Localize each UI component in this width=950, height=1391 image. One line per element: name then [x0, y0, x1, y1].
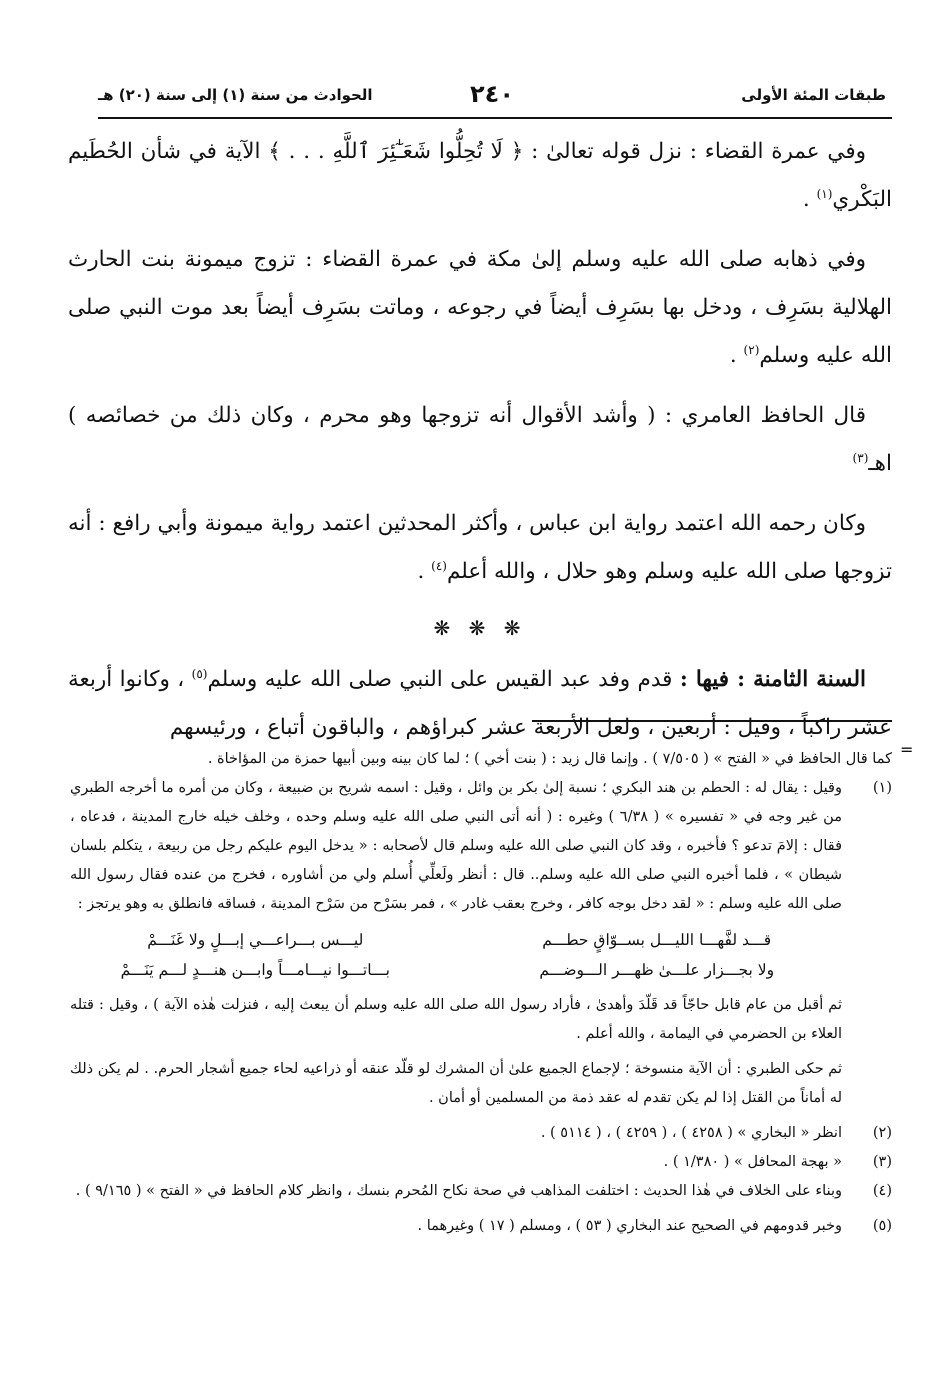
poem-verse [70, 955, 842, 985]
footnote-3-text: « بهجة المحافل » ( ١/٣٨٠ ) . [663, 1154, 842, 1170]
paragraph-ibn-abbas: وكان رحمه الله اعتمد رواية ابن عباس ، وأكثر المحدثين اعتمد رواية ميمونة وأبي رافع : أنه تزوجها صلى الله عليه وسلم وهو حلال ، والله أعلم$^{(٤)}$ . [68, 511, 892, 584]
footnote-number: (٢) [872, 1125, 892, 1141]
continuation-mark: = [900, 740, 914, 759]
paragraph-hafiz-amiri: قال الحافظ العامري : ( وأشد الأقوال أنه تزوجها وهو محرم ، وكان ذلك من خصائصه ) اهـ$^{(٣)}$ [68, 403, 892, 476]
section-separator: ❋ ❋ ❋ [433, 616, 527, 640]
poem-hemistich: ليـــس بـــراعـــي إبـــلٍ ولا غَنَـــمْ [147, 931, 364, 949]
footnote-number: (٥) [872, 1218, 892, 1234]
footnote-5-text: وخبر قدومهم في الصحيح عند البخاري ( ٥٣ ) ، ومسلم ( ١٧ ) وغيرهما . [417, 1218, 842, 1234]
footnote-number: (٤) [872, 1183, 892, 1199]
footnote-2-text: انظر « البخاري » ( ٤٢٥٨ ) ، ( ٤٢٥٩ ) ، ( ٥١١٤ ) . [540, 1125, 842, 1141]
footnote-1-continued: ثم أقبل من عام قابل حاجّاً قد قَلّدَ وأهدىٰ ، فأراد رسول الله صلى الله عليه وسلم أن يبعث إليه ، فنزلت هٰذه الآية ) ، وقيل : قتله العلاء بن الحضرمي في اليمامة ، والله أعلم . [70, 997, 842, 1042]
footnote-2 [70, 1119, 892, 1148]
footnote-number: (٣) [872, 1154, 892, 1170]
footnote-4 [70, 1177, 892, 1206]
page-number: ٢٤٠ [470, 80, 514, 108]
footnote-divider [532, 720, 892, 722]
footnote-4-text: وبناء على الخلاف في هٰذا الحديث : اختلفت المذاهب في صحة نكاح المُحرم بنسك ، وانظر كلام الحافظ في « الفتح » ( ٩/١٦٥ ) . [75, 1183, 842, 1199]
paragraph-maymuna-marriage: وفي ذهابه صلى الله عليه وسلم إلىٰ مكة في عمرة القضاء : تزوج ميمونة بنت الحارث الهلالية بسَرِف ، ودخل بها بسَرِف أيضاً في رجوعه ، وماتت بسَرِف أيضاً بعد موت النبي صلى الله عليه وسلم$^{(٢)}$ . [68, 247, 892, 368]
chapter-title: الحوادث من سنة (١) إلى سنة (٢٠) هـ [98, 86, 373, 104]
footnote-5 [70, 1212, 892, 1241]
footnote-1-text: وقيل : يقال له : الحطم بن هند البكري ؛ نسبة إلىٰ بكر بن وائل ، وقيل : اسمه شريح بن ضبيعة ، وكان من أمره ما أخرجه الطبري من غير وجه في « تفسيره » ( ٦/٣٨ ) وغيره : ( أنه أتى النبي صلى الله عليه وسلم وحده ، وخلف خيله خارج المدينة ، فدعاه ، فقال : إلامَ تدعو ؟ فأخبره ، وقد كان النبي صلى الله عليه وسلم قال لأصحابه : « يدخل اليوم عليكم رجل من ربيعة ، يتكلم بلسان شيطان » ، فلما أخبره النبي صلى الله عليه وسلم.. قال : أنظر ولَعلِّي أُسلم ولي من أشاوره ، فخرج من عنده فقال رسول الله صلى الله عليه وسلم : « لقد دخل بوجه كافر ، وخرج بعقب غادر » ، فمر بسَرْح من سَرْح المدينة ، فساقه فانطلق به وهو يرتجز : [70, 780, 842, 912]
footnote-3 [70, 1148, 892, 1177]
footnote-ref-2[interactable]: (٢) [743, 342, 760, 357]
poem-hemistich: بـــاتـــوا نيـــامـــاً وابـــن هنـــدٍ لـــم يَنَـــمْ [120, 961, 390, 979]
footnote-continuation: كما قال الحافظ في « الفتح » ( ٧/٥٠٥ ) . وإنما قال زيد : ( بنت أخي ) ؛ لما كان بينه وبين أبيها حمزة من المؤاخاة . [207, 751, 892, 767]
poem [70, 925, 842, 985]
header-divider [98, 117, 892, 119]
poem-hemistich: قـــد لفَّهـــا الليـــل بســوّاقٍ حطـــم [542, 931, 772, 949]
footnote-ref-5[interactable]: (٥) [191, 666, 208, 681]
running-header [98, 80, 886, 114]
footnote-ref-3[interactable]: (٣) [852, 450, 869, 465]
footnote-ref-4[interactable]: (٤) [431, 558, 447, 573]
footnote-number: (١) [872, 780, 892, 796]
year-heading: السنة الثامنة : فيها : [679, 667, 866, 692]
main-text [68, 128, 892, 764]
footnote-1 [70, 774, 892, 919]
paragraph-year-eight: السنة الثامنة : فيها : قدم وفد عبد القيس على النبي صلى الله عليه وسلم$^{(٥)}$ ، وكانوا أربعة عشر راكباً ، وقيل : أربعين ، ولعل الأربعة عشر كبراؤهم ، والباقون أتباع ، ورئيسهم [68, 666, 892, 740]
book-title: طبقات المئة الأولى [741, 86, 886, 104]
footnote-1-tabari: ثم حكى الطبري : أن الآية منسوخة ؛ لإجماع الجميع علىٰ أن المشرك لو قلّد عنقه أو ذراعيه لحاء جميع أشجار الحرم. . لم يكن ذلك له أماناً من القتل إذا لم يكن تقدم له عقد ذمة من المسلمين أو أمان . [70, 1061, 842, 1106]
paragraph-umrat-al-qada: وفي عمرة القضاء : نزل قوله تعالىٰ : ﴿ لَا تُحِلُّوا شَعَـٰٓئِرَ ٱللَّهِ . . . ﴾ الآية في شأن الحُطَيم البَكْري$^{(١)}$ . [68, 139, 892, 212]
poem-verse [70, 925, 842, 955]
poem-hemistich: ولا بجـــزار علـــىٰ ظهـــر الـــوضـــم [539, 961, 775, 979]
footnote-ref-1[interactable]: (١) [816, 186, 833, 201]
footnotes [70, 745, 892, 1241]
